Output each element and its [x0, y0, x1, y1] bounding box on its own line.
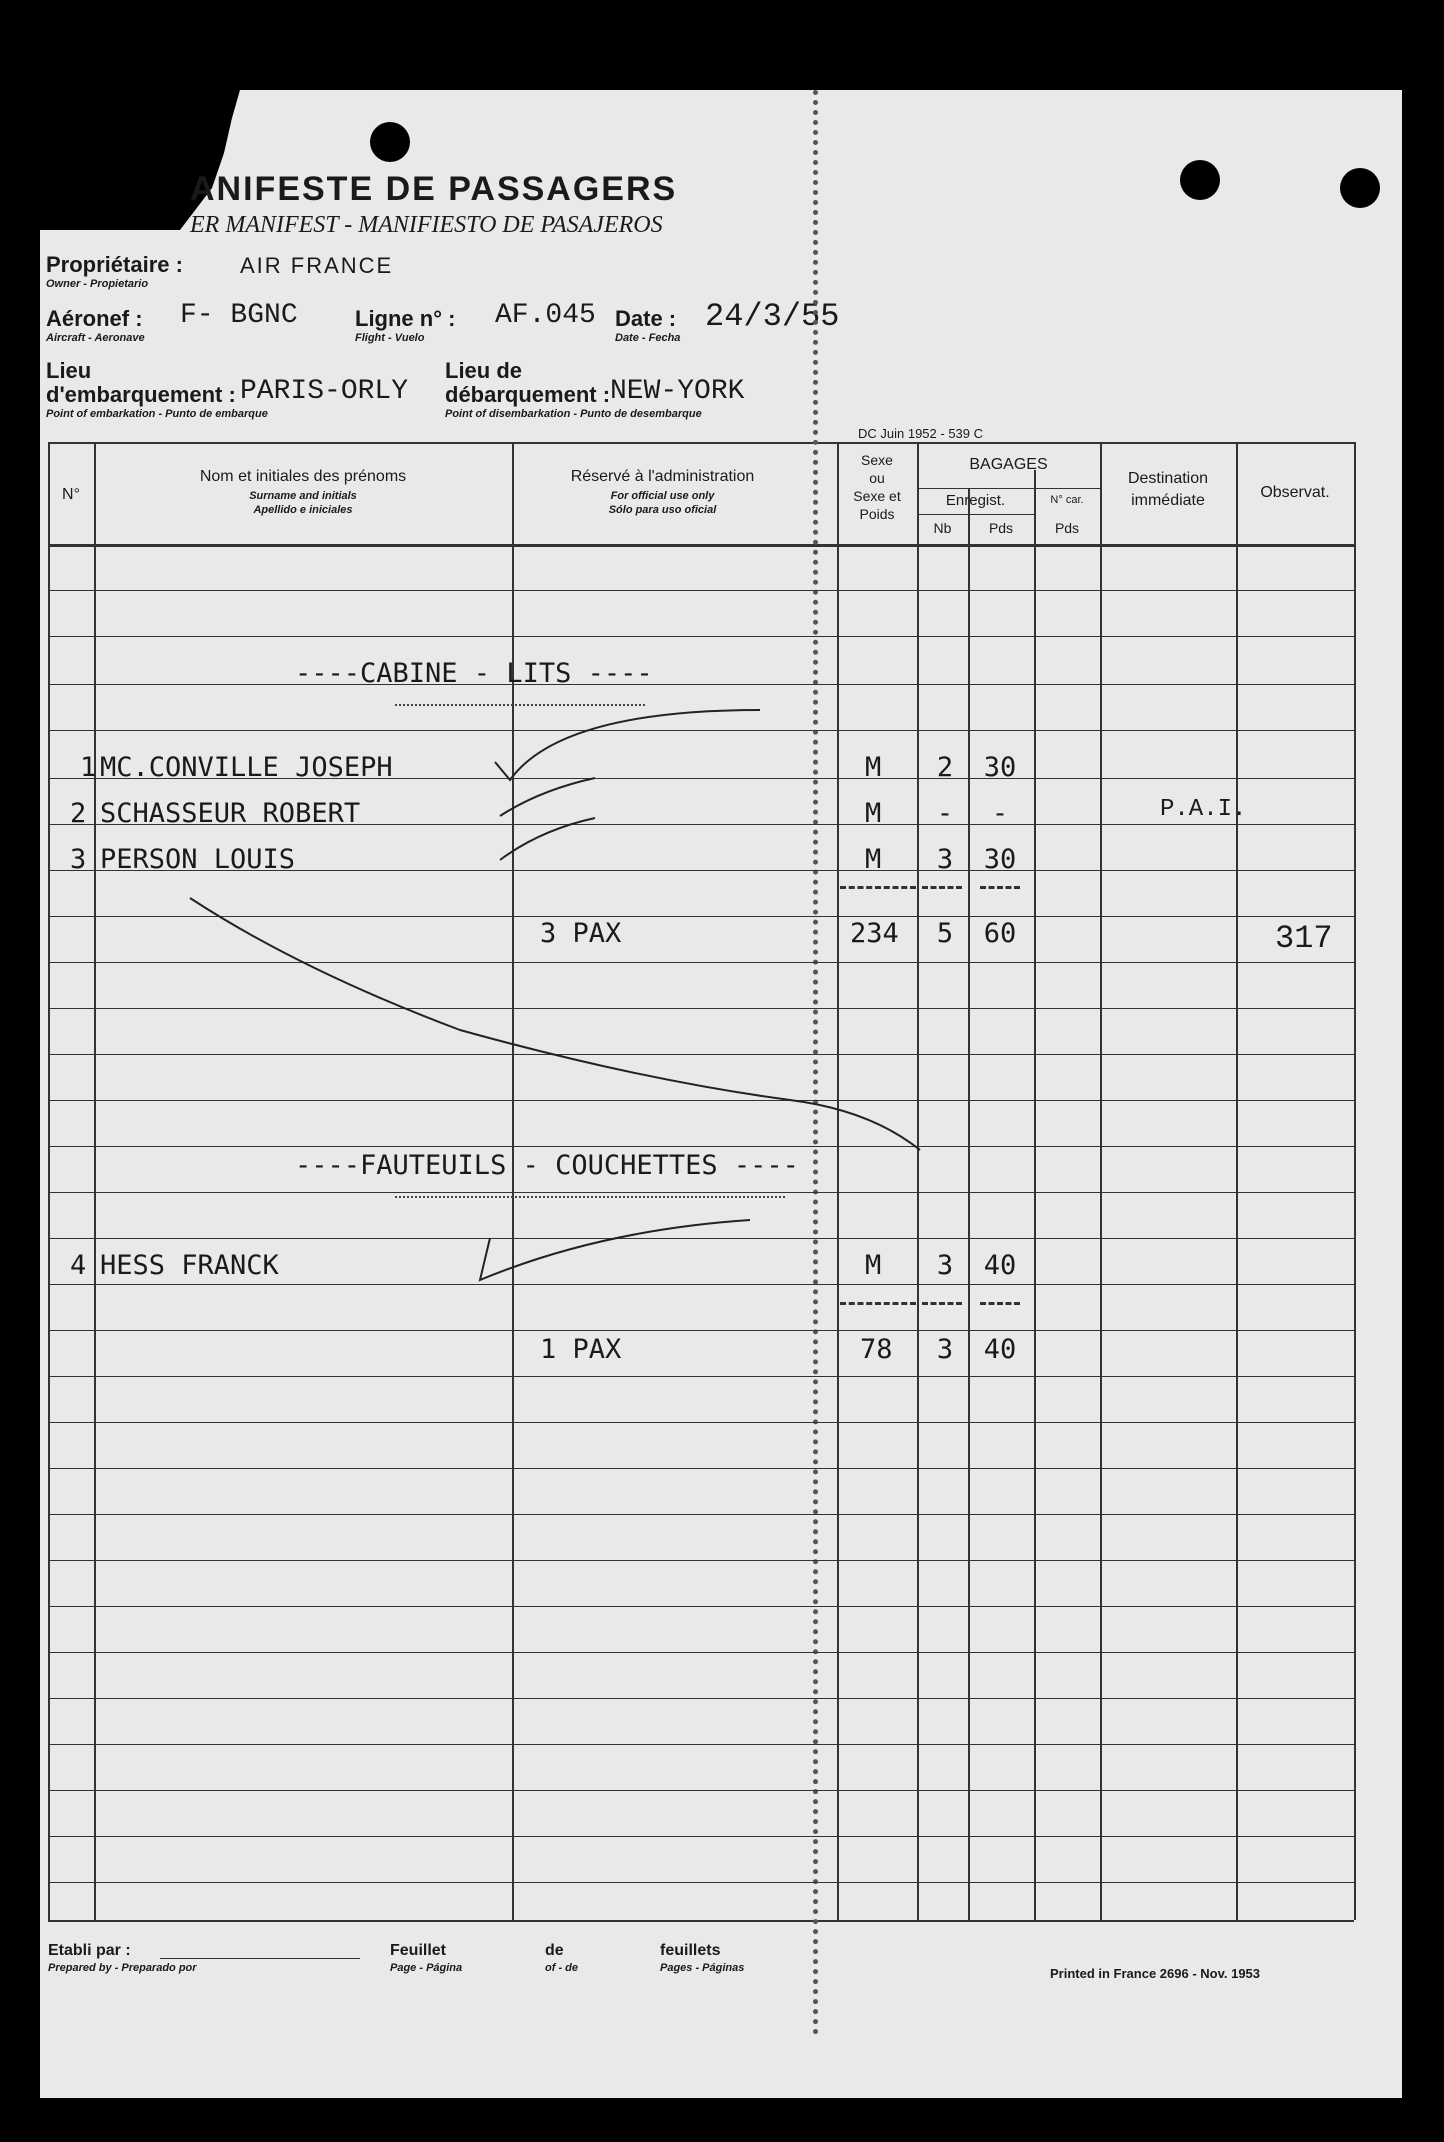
- disembark-label-2: débarquement :: [445, 382, 611, 407]
- section-total-pax: 1 PAX: [540, 1334, 622, 1365]
- embark-label-1: Lieu: [46, 358, 92, 383]
- date-value: 24/3/55: [705, 298, 840, 335]
- embark-sub: Point of embarkation - Punto de embarque: [46, 408, 268, 420]
- de-label: de: [545, 1942, 564, 1959]
- date-sub: Date - Fecha: [615, 332, 681, 344]
- section-total-poids: 234: [850, 918, 899, 949]
- col-destination-header-2: immédiate: [1131, 492, 1205, 509]
- manifest-sheet: [40, 90, 1402, 2098]
- manifest-subtitle: ER MANIFEST - MANIFIESTO DE PASAJEROS: [190, 212, 663, 238]
- col-nocar-header: N° car.: [1050, 494, 1084, 506]
- prepared-sub: Prepared by - Preparado por: [48, 1962, 197, 1974]
- passenger-bag-pds: 40: [983, 1250, 1017, 1281]
- passenger-no: 2: [70, 798, 87, 829]
- col-sexe-ou: ou: [869, 470, 885, 486]
- passenger-sexe: M: [865, 752, 882, 783]
- aircraft-value: F- BGNC: [180, 300, 298, 331]
- feuillet-sub: Page - Página: [390, 1962, 463, 1974]
- col-admin-sub2: Sólo para uso oficial: [608, 504, 717, 516]
- passenger-sexe: M: [865, 1250, 882, 1281]
- section-total-observ: 317: [1275, 920, 1333, 957]
- section-title: ----CABINE - LITS ----: [295, 658, 653, 689]
- passenger-name: HESS FRANCK: [100, 1250, 279, 1281]
- manifest-title: ANIFESTE DE PASSAGERS: [190, 170, 678, 208]
- embark-label-2: d'embarquement :: [46, 382, 236, 407]
- col-destination-header: Destination: [1127, 470, 1209, 487]
- embark-value: PARIS-ORLY: [240, 376, 409, 407]
- col-nb-header: Nb: [933, 520, 952, 536]
- check-mark: [495, 710, 760, 780]
- prepared-line: [160, 1958, 360, 1959]
- passenger-bag-pds: 30: [983, 752, 1017, 783]
- feuillets-sub: Pages - Páginas: [660, 1962, 745, 1974]
- col-sexe-header: Sexe: [861, 452, 893, 468]
- passenger-name: MC.CONVILLE JOSEPH: [100, 752, 393, 783]
- col-sexe-et: Sexe et: [853, 488, 901, 504]
- section-title: ----FAUTEUILS - COUCHETTES ----: [295, 1150, 799, 1181]
- disembark-label-1: Lieu de: [445, 358, 523, 383]
- owner-label: Propriétaire :: [46, 252, 183, 277]
- strike-stroke: [190, 898, 920, 1150]
- passenger-bag-pds: 30: [983, 844, 1017, 875]
- col-name-sub1: Surname and initials: [249, 490, 357, 502]
- line-sub: Flight - Vuelo: [355, 332, 425, 344]
- col-pds2-header: Pds: [1054, 520, 1080, 536]
- passenger-bag-nb: -: [936, 798, 954, 829]
- passenger-bag-nb: 2: [936, 752, 954, 783]
- disembark-sub: Point of disembarkation - Punto de desembarque: [445, 408, 702, 420]
- col-no-header: N°: [62, 486, 80, 503]
- passenger-name: PERSON LOUIS: [100, 844, 296, 875]
- col-poids: Poids: [859, 506, 895, 522]
- line-value: AF.045: [495, 300, 596, 331]
- col-bagages-header: BAGAGES: [969, 456, 1048, 473]
- col-admin-header: Réservé à l'administration: [570, 468, 755, 485]
- form-code: DC Juin 1952 - 539 C: [858, 426, 984, 441]
- passenger-bag-nb: 3: [936, 1250, 954, 1281]
- section-total-poids: 78: [860, 1334, 893, 1365]
- prepared-label: Etabli par :: [48, 1942, 131, 1959]
- passenger-no: 1: [80, 752, 97, 783]
- feuillet-label: Feuillet: [390, 1942, 447, 1959]
- aircraft-label: Aéronef :: [46, 306, 143, 331]
- col-pds-header: Pds: [988, 520, 1014, 536]
- feuillets-label: feuillets: [660, 1942, 721, 1959]
- check-mark: [480, 1220, 750, 1280]
- date-label: Date :: [615, 306, 677, 331]
- check-mark: [500, 818, 595, 860]
- passenger-bag-pds: -: [991, 798, 1009, 829]
- col-enregist-header: Enregist.: [945, 492, 1006, 509]
- line-label: Ligne n° :: [355, 306, 456, 331]
- passenger-sexe: M: [865, 798, 882, 829]
- col-name-header: Nom et initiales des prénoms: [199, 468, 407, 485]
- section-total-nb: 5: [936, 918, 954, 949]
- section-total-nb: 3: [936, 1334, 954, 1365]
- passenger-bag-nb: 3: [936, 844, 954, 875]
- check-mark: [500, 778, 595, 816]
- owner-value: AIR FRANCE: [240, 253, 394, 278]
- passenger-sexe: M: [865, 844, 882, 875]
- col-observ-header: Observat.: [1260, 484, 1330, 501]
- section-total-pax: 3 PAX: [540, 918, 622, 949]
- printed-note: Printed in France 2696 - Nov. 1953: [1050, 1966, 1261, 1981]
- disembark-value: NEW-YORK: [610, 376, 745, 407]
- aircraft-sub: Aircraft - Aeronave: [46, 332, 145, 344]
- passenger-no: 3: [70, 844, 87, 875]
- col-name-sub2: Apellido e iniciales: [253, 504, 353, 516]
- col-admin-sub1: For official use only: [610, 490, 715, 502]
- handwritten-marks: [40, 90, 1402, 2098]
- section-total-pds: 40: [983, 1334, 1017, 1365]
- section-total-pds: 60: [983, 918, 1017, 949]
- owner-sub: Owner - Propietario: [46, 278, 149, 290]
- de-sub: of - de: [545, 1962, 578, 1974]
- passenger-destination: P.A.I.: [1160, 796, 1247, 823]
- passenger-name: SCHASSEUR ROBERT: [100, 798, 361, 829]
- passenger-no: 4: [70, 1250, 87, 1281]
